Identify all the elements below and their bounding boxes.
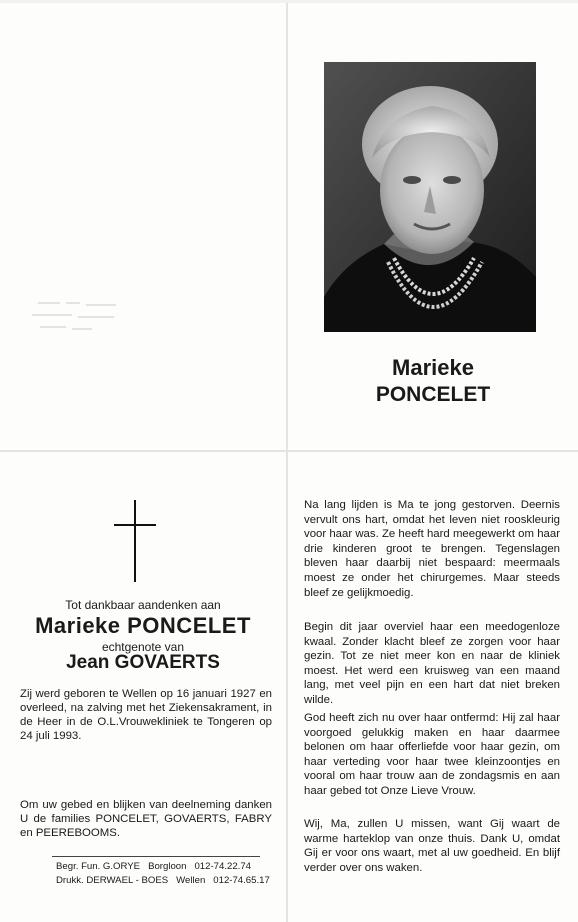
cross-icon-bar (114, 524, 156, 526)
portrait-image (324, 62, 536, 332)
spouse-name: Jean GOVAERTS (66, 652, 220, 673)
top-edge (0, 0, 578, 3)
spouse-intro: echtgenote van (101, 640, 185, 654)
credits-divider (52, 856, 260, 857)
thanks-text: Om uw gebed en blijken van deelneming danken U de families PONCELET, GOVAERTS, FABRY en PEEREBOOMS. (20, 799, 272, 839)
memorial-intro: Tot dankbaar aandenken aan (65, 598, 221, 612)
funeral-credit: Begr. Fun. G.ORYE Borgloon 012-74.22.74 (56, 861, 252, 872)
faded-print-marks (28, 296, 138, 344)
birth-death-text: Zij werd geboren te Wellen op 16 januari 1927 en overleed, na zalving met het Ziekensakrament, in de Heer in de O.L.Vrouwekliniek te Tongeren op 24 juli 1993. (20, 688, 272, 742)
horizontal-fold-line (0, 450, 578, 452)
portrait-photo (324, 62, 536, 332)
tribute-paragraph-1: Na lang lijden is Ma te jong gestorven. Deernis vervult ons hart, omdat het leven niet rooskleurig voor haar was. Ze heeft hard meegewerkt om haar drie kinderen groot te brengen. Tegenslagen bleven haar daarbij niet bespaard: meermaals moest ze onder het chirurgemes. Maar steeds bleef ze gelijkmoedig. (304, 499, 560, 599)
tribute-paragraph-2: Begin dit jaar overviel haar een meedogenloze kwaal. Zonder klacht bleef ze zorgen voor haar gezin. Tot ze niet meer kon en naar de kliniek moest. Het werd een kruisweg van een maand lang, met veel pijn en een hart dat niet breken wilde. (304, 621, 560, 706)
tribute-paragraph-4: Wij, Ma, zullen U missen, want Gij waart de warme harteklop van onze thuis. Dank U, omdat Gij er voor ons waart, met al uw goedheid. En blijf verder over ons waken. (304, 818, 560, 874)
front-first-name: Marieke (392, 355, 474, 380)
tribute-paragraph-3: God heeft zich nu over haar ontfermd: Hij zal haar voorgoed gelukkig maken en haar daarmee belonen om haar offerliefde voor haar gezin, om haar verteding voor haar twee kleinzoontjes en vooral om haar trouw aan de zondagsmis en aan haar gebed tot Onze Lieve Vrouw. (304, 712, 560, 797)
front-last-name: PONCELET (375, 383, 491, 406)
front-left-panel (0, 0, 286, 450)
printer-credit: Drukk. DERWAEL - BOES Wellen 012-74.65.17 (56, 875, 270, 886)
cross-icon (134, 500, 136, 582)
deceased-name: Marieke PONCELET (35, 613, 251, 638)
vertical-fold-line (286, 0, 288, 922)
faded-offset-print (28, 296, 138, 344)
